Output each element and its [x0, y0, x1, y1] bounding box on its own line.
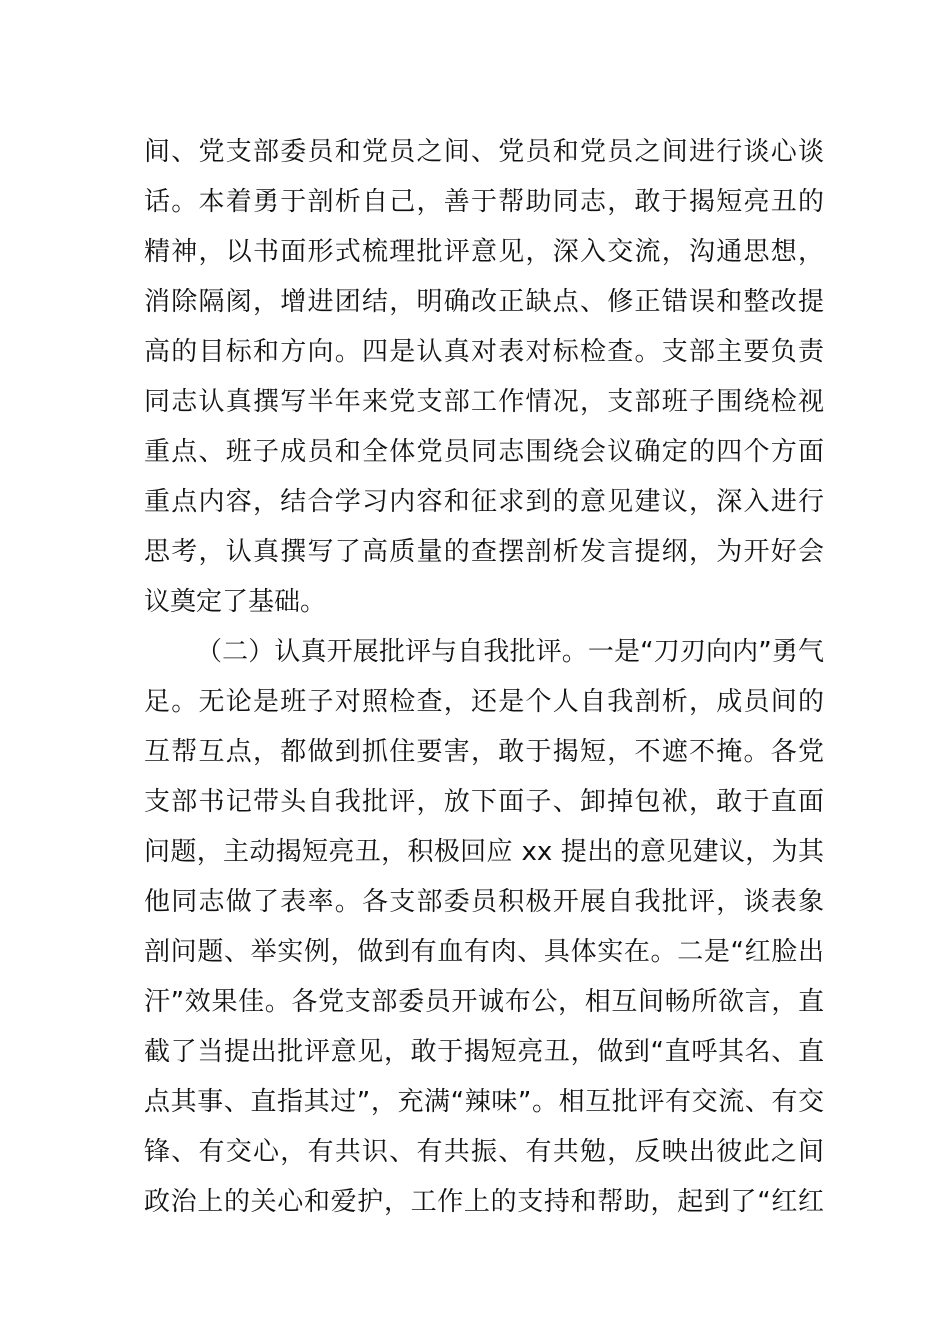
- body-text: [144, 127, 824, 1227]
- text-line: 政治上的关心和爱护，工作上的支持和帮助，起到了“红红: [144, 1187, 824, 1217]
- text-line: 锋、有交心，有共识、有共振、有共勉，反映出彼此之间: [144, 1137, 824, 1167]
- text-line: 截了当提出批评意见，敢于揭短亮丑，做到“直呼其名、直: [144, 1037, 824, 1067]
- text-line: 精神，以书面形式梳理批评意见，深入交流，沟通思想，: [144, 237, 824, 267]
- text-line: 思考，认真撰写了高质量的查摆剖析发言提纲，为开好会: [144, 537, 824, 567]
- text-line: 支部书记带头自我批评，放下面子、卸掉包袱，敢于直面: [144, 787, 824, 817]
- text-line: 重点内容，结合学习内容和征求到的意见建议，深入进行: [144, 487, 824, 517]
- text-line: 问题，主动揭短亮丑，积极回应 xx 提出的意见建议，为其: [144, 837, 824, 867]
- text-line: 重点、班子成员和全体党员同志围绕会议确定的四个方面: [144, 437, 824, 467]
- text-line: 互帮互点，都做到抓住要害，敢于揭短，不遮不掩。各党: [144, 737, 824, 767]
- text-line: 同志认真撰写半年来党支部工作情况，支部班子围绕检视: [144, 387, 824, 417]
- text-line: 他同志做了表率。各支部委员积极开展自我批评，谈表象: [144, 887, 824, 917]
- text-line: 足。无论是班子对照检查，还是个人自我剖析，成员间的: [144, 687, 824, 717]
- text-line: 间、党支部委员和党员之间、党员和党员之间进行谈心谈: [144, 137, 824, 167]
- text-line: 汗”效果佳。各党支部委员开诚布公，相互间畅所欲言，直: [144, 987, 824, 1017]
- text-line: 话。本着勇于剖析自己，善于帮助同志，敢于揭短亮丑的: [144, 187, 824, 217]
- text-line: 点其事、直指其过”，充满“辣味”。相互批评有交流、有交: [144, 1087, 824, 1117]
- text-line: 高的目标和方向。四是认真对表对标检查。支部主要负责: [144, 337, 824, 367]
- text-line: 议奠定了基础。: [144, 587, 327, 617]
- text-line: 剖问题、举实例，做到有血有肉、具体实在。二是“红脸出: [144, 937, 824, 967]
- text-line: 消除隔阂，增进团结，明确改正缺点、修正错误和整改提: [144, 287, 824, 317]
- text-line: （二）认真开展批评与自我批评。一是“刀刃向内”勇气: [196, 637, 824, 667]
